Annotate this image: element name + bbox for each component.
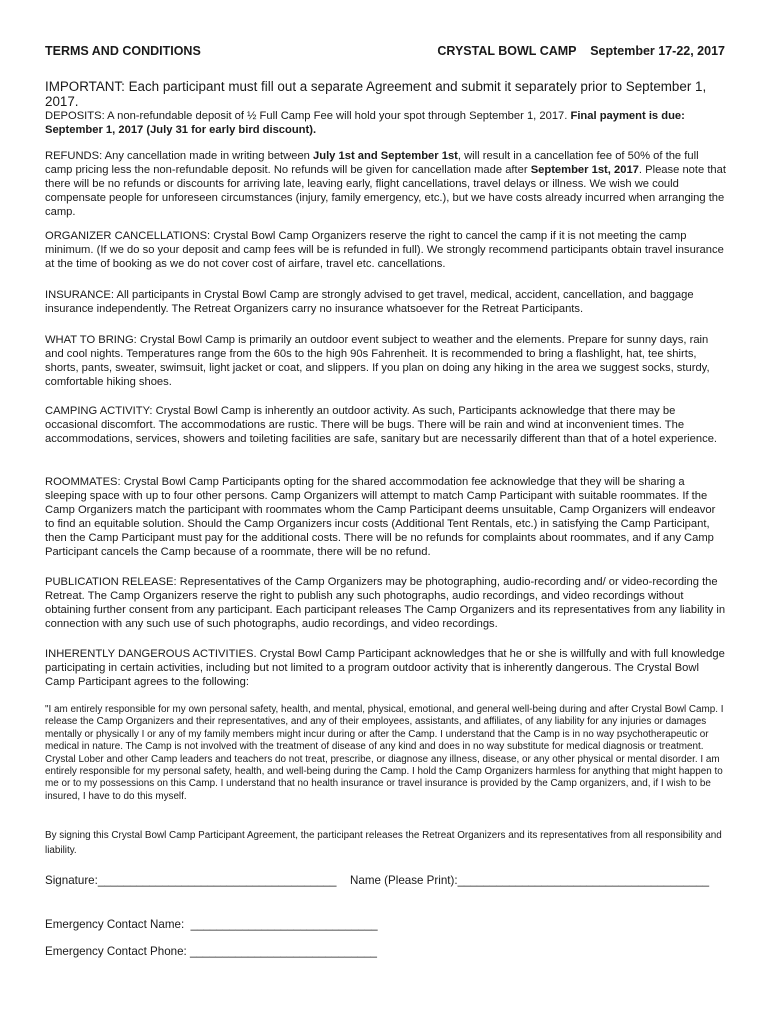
signing-statement: By signing this Crystal Bowl Camp Participant Agreement, the participant releases the Retreat Organizers and its representatives from all responsibility and liability. xyxy=(45,830,722,856)
camp-dates: September 17-22, 2017 xyxy=(590,44,725,58)
publication-release-section: PUBLICATION RELEASE: Representatives of the Camp Organizers may be photographing, audio-recording and/ or video-recording the Retreat. The Camp Organizers reserve the right to publish any such photographs, audio recordings, and video recordings without obtaining further consent from any participant. Each participant releases The Camp Organizers and its representatives from any liability in connection with any such use of such photographs, audio recordings, and video recordings. xyxy=(45,576,726,630)
name-print-field[interactable]: Name (Please Print):_______________________________________ xyxy=(350,874,710,887)
refunds-text-3: . Please note that there will be no refunds or discounts for arriving late, leaving early, flight cancellations, travel delays or illness. We wish we could compensate people for unforeseen circumstances (injury, family emergency, etc.), but we have costs already incurred when arranging the camp. xyxy=(45,163,726,218)
insurance-section: INSURANCE: All participants in Crystal Bowl Camp are strongly advised to get travel, medical, accident, cancellation, and baggage insurance independently. The Retreat Organizers carry no insurance whatsoever for the Retreat Participants. xyxy=(45,289,694,315)
header-camp-dates xyxy=(437,44,725,58)
camping-activity-section: CAMPING ACTIVITY: Crystal Bowl Camp is inherently an outdoor activity. As such, Participants acknowledge that there may be occasional discomfort. The accommodations are rustic. There will be bugs. There will be rain and wind at inconvenient times. The accommodations, services, showers and toileting facilities are safe, sanitary but are necessarily different than that of a hotel experience. xyxy=(45,405,718,445)
deposits-text: DEPOSITS: A non-refundable deposit of ½ Full Camp Fee will hold your spot through September 1, 2017. xyxy=(45,110,571,122)
organizer-cancellations-section: ORGANIZER CANCELLATIONS: Crystal Bowl Camp Organizers reserve the right to cancel the camp if it is not meeting the camp minimum. (If we do so your deposit and camp fees will be is refunded in full). We strongly recommend participants obtain travel insurance at the time of booking as we do not cover cost of airfare, travel etc. cancellations. xyxy=(45,230,724,270)
deposits-final-payment: Final payment is due: September 1, 2017 (July 31 for early bird discount). xyxy=(45,110,685,136)
emergency-contact-phone-field[interactable]: Emergency Contact Phone: _____________________________ xyxy=(45,945,377,958)
header xyxy=(45,44,725,62)
deposits-section xyxy=(45,110,727,138)
dangerous-activities-section: INHERENTLY DANGEROUS ACTIVITIES. Crystal Bowl Camp Participant acknowledges that he or she is willfully and with full knowledge participating in certain activities, including but not limited to a program outdoor activity that is inherently dangerous. The Crystal Bowl Camp Participant agrees to the following: xyxy=(45,648,725,688)
refunds-text-1: REFUNDS: Any cancellation made in writing between xyxy=(45,150,314,162)
refunds-text-2: , will result in a cancellation fee of 50% of the full camp pricing less the non-refundable deposit. No refunds will be given for cancellation made after xyxy=(45,150,699,176)
refunds-section xyxy=(45,150,727,220)
important-notice: IMPORTANT: Each participant must fill out a separate Agreement and submit it separately prior to September 1, 2017. xyxy=(45,79,707,109)
what-to-bring-section: WHAT TO BRING: Crystal Bowl Camp is primarily an outdoor event subject to weather and the elements. Prepare for sunny days, rain and cool nights. Temperatures range from the 60s to the high 90s Fahrenheit. It is recommended to bring a flashlight, hat, tee shirts, shorts, pants, sweater, swimsuit, light jacket or coat, and slippers. If you plan on doing any hiking in the area we suggest socks, sturdy, comfortable hiking shoes. xyxy=(45,334,710,388)
emergency-contact-name-field[interactable]: Emergency Contact Name: _____________________________ xyxy=(45,918,378,931)
liability-statement: "I am entirely responsible for my own personal safety, health, and mental, physical, emotional, and general well-being during and after Crystal Bowl Camp. I release the Camp Organizers and their representatives, and any of their employees, assistants, and affiliates, of any liability for any injuries or damages mentally or physically I or any of my family members might incur during or after the Camp. I understand that the Camp is in no way psychotherapeutic or medical in nature. The Camp is not involved with the treatment of disease of any kind and does in no way substitute for medical diagnosis or treatment. Crystal Lober and other Camp leaders and teachers do not treat, prescribe, or diagnose any illness, disease, or any other physical or mental disorder. I am entirely responsible for my personal safety, health, and well-being during the Camp. I hold the Camp Organizers harmless for anything that might happen to me or to my possessions on this Camp. I understand that no health insurance or travel insurance is provided by the Camp organizers, and, if I wish to be insured, I have to do this myself. xyxy=(45,704,724,802)
roommates-section: ROOMMATES: Crystal Bowl Camp Participants opting for the shared accommodation fee acknowledge that they will be sharing a sleeping space with up to four other persons. Camp Organizers will attempt to match Camp Participant with suitable roommates. If the Camp Organizers match the participant with roommates whom the Camp Participant deems unsuitable, Camp Organizers will endeavor to find an equitable solution. Should the Camp Organizers incur costs (Additional Tent Rentals, etc.) in satisfying the Camp Participant, then the Camp Participant must pay for the additional costs. There will be no refunds for complaints about roommates, and if any Camp Participant cancels the Camp because of a roommate, there will be no refund. xyxy=(45,476,716,558)
refunds-window: July 1st and September 1st xyxy=(313,150,458,162)
refunds-deadline: September 1st, 2017 xyxy=(530,163,639,176)
header-title: TERMS AND CONDITIONS xyxy=(45,44,201,58)
signature-field[interactable]: Signature:_____________________________________ xyxy=(45,874,337,887)
camp-name: CRYSTAL BOWL CAMP xyxy=(437,44,577,58)
